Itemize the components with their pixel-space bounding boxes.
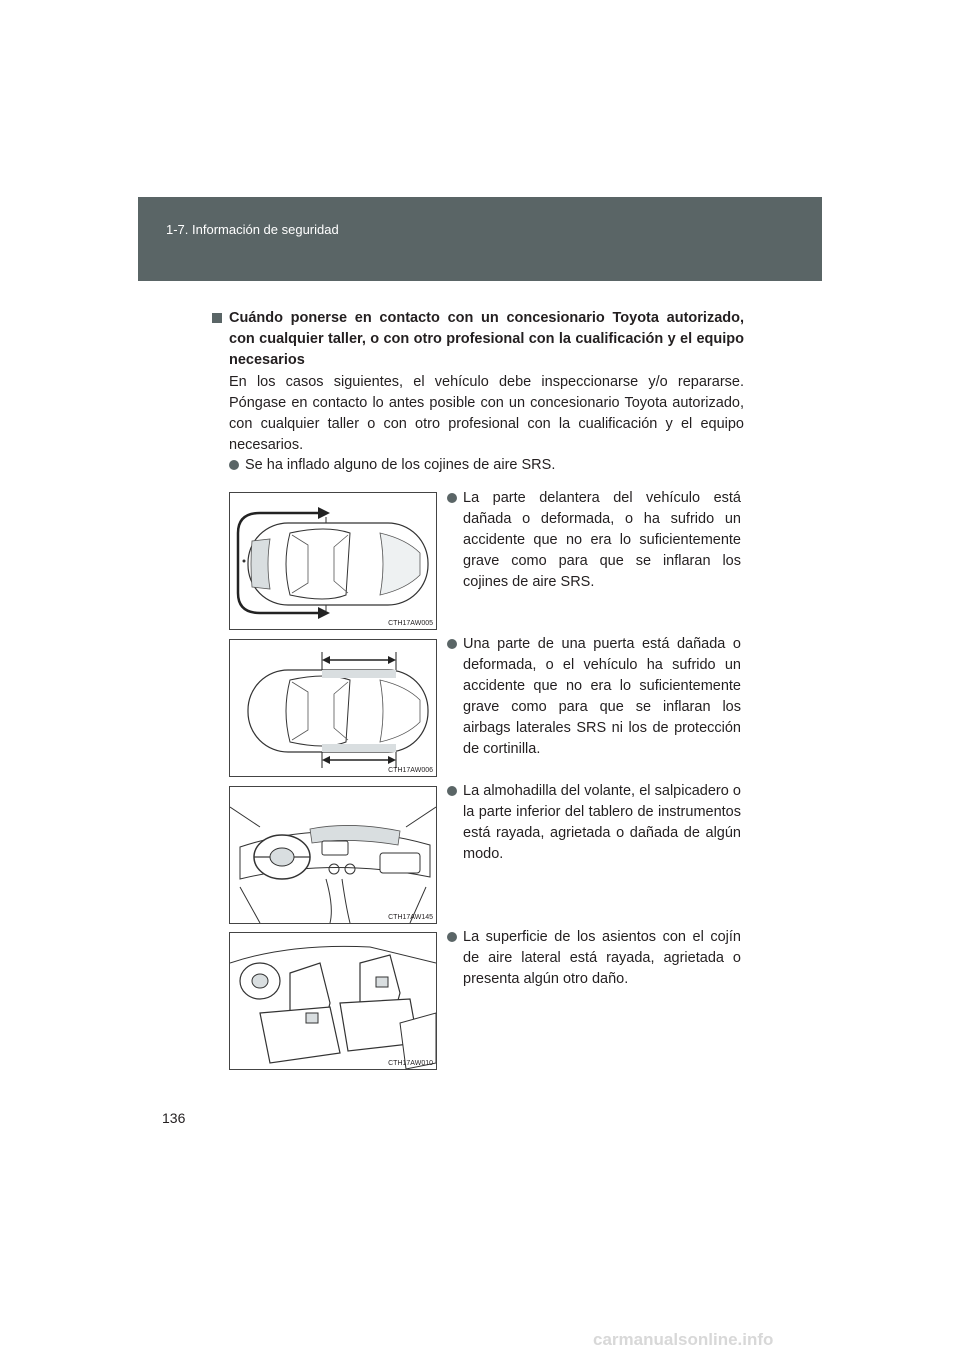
dashboard-illustration-icon xyxy=(230,787,436,923)
section-title: 1-7. Información de seguridad xyxy=(166,222,339,237)
section-heading xyxy=(212,308,744,371)
figure-code: CTH17AW010 xyxy=(388,1060,433,1067)
car-door-damage-diagram-icon xyxy=(230,640,436,776)
car-front-damage-diagram-icon xyxy=(230,493,436,629)
round-bullet-icon xyxy=(447,639,457,649)
round-bullet-icon xyxy=(447,493,457,503)
heading-text: Cuándo ponerse en contacto con un concesionario Toyota autorizado, con cualquier taller, o con otro profesional con la cualificación y el equipo necesarios xyxy=(229,310,744,368)
figure-front-damage xyxy=(229,492,437,630)
seats-illustration-icon xyxy=(230,933,436,1069)
figure-code: CTH17AW145 xyxy=(388,914,433,921)
header-band xyxy=(138,197,822,281)
bullet-item xyxy=(447,781,741,865)
round-bullet-icon xyxy=(447,786,457,796)
figure-door-damage xyxy=(229,639,437,777)
bullet-item xyxy=(447,927,741,990)
bullet-item xyxy=(447,488,741,593)
figure-dashboard xyxy=(229,786,437,924)
page-number: 136 xyxy=(162,1110,186,1126)
bullet-text: Una parte de una puerta está dañada o deformada, o el vehículo ha sufrido un accidente que no era lo suficientemente grave como para que se inflaran los airbags laterales SRS ni los de protección de cortinilla. xyxy=(463,636,741,757)
bullet-text: Se ha inflado alguno de los cojines de aire SRS. xyxy=(245,457,556,473)
intro-paragraph: En los casos siguientes, el vehículo debe inspeccionarse y/o repararse. Póngase en contacto lo antes posible con un concesionario Toyota autorizado, con cualquier taller o con otro profesional con la cualificación y el equipo necesarios. xyxy=(229,374,744,453)
round-bullet-icon xyxy=(229,460,239,470)
figure-code: CTH17AW006 xyxy=(388,767,433,774)
figure-code: CTH17AW005 xyxy=(388,620,433,627)
bullet-text: La almohadilla del volante, el salpicadero o la parte inferior del tablero de instrumentos está rayada, agrietada o dañada de algún modo. xyxy=(463,783,741,862)
square-bullet-icon xyxy=(212,313,222,323)
bullet-text: La parte delantera del vehículo está dañada o deformada, o ha sufrido un accidente que no era lo suficientemente grave como para que se inflaran los cojines de aire SRS. xyxy=(463,490,741,590)
figure-seats xyxy=(229,932,437,1070)
bullet-item xyxy=(447,634,741,760)
watermark: carmanualsonline.info xyxy=(593,1330,774,1349)
bullet-item xyxy=(229,455,744,476)
bullet-text: La superficie de los asientos con el cojín de aire lateral está rayada, agrietada o presenta algún otro daño. xyxy=(463,929,741,987)
round-bullet-icon xyxy=(447,932,457,942)
